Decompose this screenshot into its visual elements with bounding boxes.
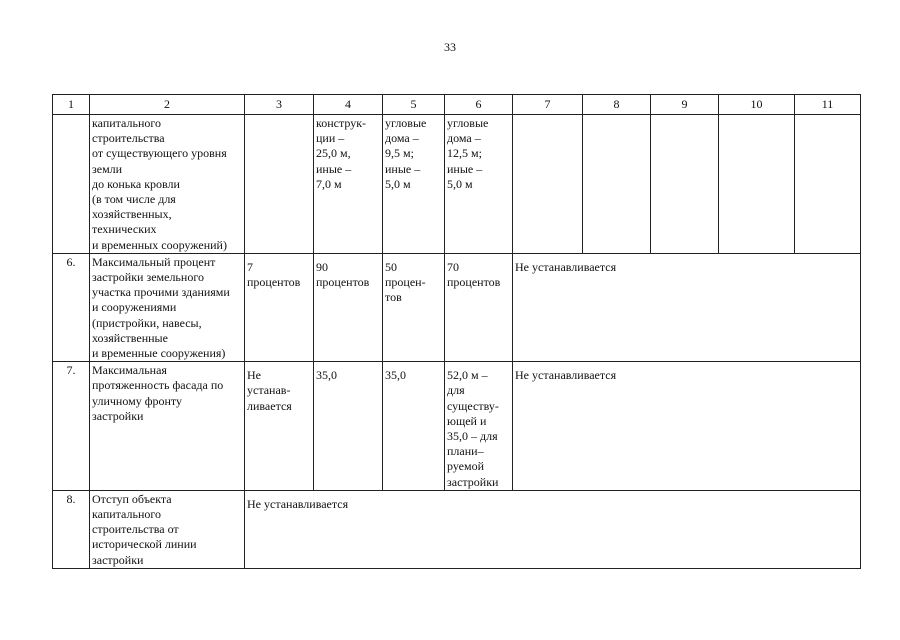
merged-value-cell: Не устанавливается <box>513 253 861 361</box>
table-row <box>53 362 861 491</box>
row-number-cell: 7. <box>53 362 90 491</box>
table-row <box>53 115 861 254</box>
table-row <box>53 253 861 361</box>
merged-value-cell: Не устанавливается <box>245 490 861 568</box>
value-cell: конструк- ции – 25,0 м, иные – 7,0 м <box>314 115 383 254</box>
header-cell: 4 <box>314 95 383 115</box>
value-cell: угловые дома – 9,5 м; иные – 5,0 м <box>383 115 445 254</box>
value-cell: угловые дома – 12,5 м; иные – 5,0 м <box>445 115 513 254</box>
header-cell: 1 <box>53 95 90 115</box>
regulations-table <box>52 94 861 569</box>
page-number: 33 <box>444 40 456 54</box>
header-cell: 5 <box>383 95 445 115</box>
header-cell: 6 <box>445 95 513 115</box>
header-cell: 7 <box>513 95 583 115</box>
header-cell: 11 <box>795 95 861 115</box>
value-cell: 35,0 <box>383 362 445 491</box>
value-cell <box>795 115 861 254</box>
value-cell: 70 процентов <box>445 253 513 361</box>
value-cell <box>651 115 719 254</box>
table-row <box>53 490 861 568</box>
value-cell: Не устанав- ливается <box>245 362 314 491</box>
parameter-cell: Отступ объекта капитального строительства от исторической линии застройки <box>90 490 245 568</box>
parameter-cell: Максимальная протяженность фасада по уличному фронту застройки <box>90 362 245 491</box>
header-cell: 8 <box>583 95 651 115</box>
row-number-cell: 8. <box>53 490 90 568</box>
row-number-cell <box>53 115 90 254</box>
value-cell: 7 процентов <box>245 253 314 361</box>
value-cell <box>245 115 314 254</box>
value-cell <box>513 115 583 254</box>
parameter-cell: Максимальный процент застройки земельного участка прочими зданиями и сооружениями (пристройки, навесы, хозяйственные и временные сооружения) <box>90 253 245 361</box>
value-cell: 35,0 <box>314 362 383 491</box>
value-cell: 50 процен- тов <box>383 253 445 361</box>
header-cell: 9 <box>651 95 719 115</box>
header-cell: 2 <box>90 95 245 115</box>
header-row <box>53 95 861 115</box>
merged-value-cell: Не устанавливается <box>513 362 861 491</box>
parameter-cell: капитального строительства от существующего уровня земли до конька кровли (в том числе для хозяйственных, технических и временных сооружений) <box>90 115 245 254</box>
value-cell: 90 процентов <box>314 253 383 361</box>
value-cell <box>719 115 795 254</box>
row-number-cell: 6. <box>53 253 90 361</box>
value-cell <box>583 115 651 254</box>
header-cell: 10 <box>719 95 795 115</box>
header-cell: 3 <box>245 95 314 115</box>
value-cell: 52,0 м – для существу- ющей и 35,0 – для плани– руемой застройки <box>445 362 513 491</box>
